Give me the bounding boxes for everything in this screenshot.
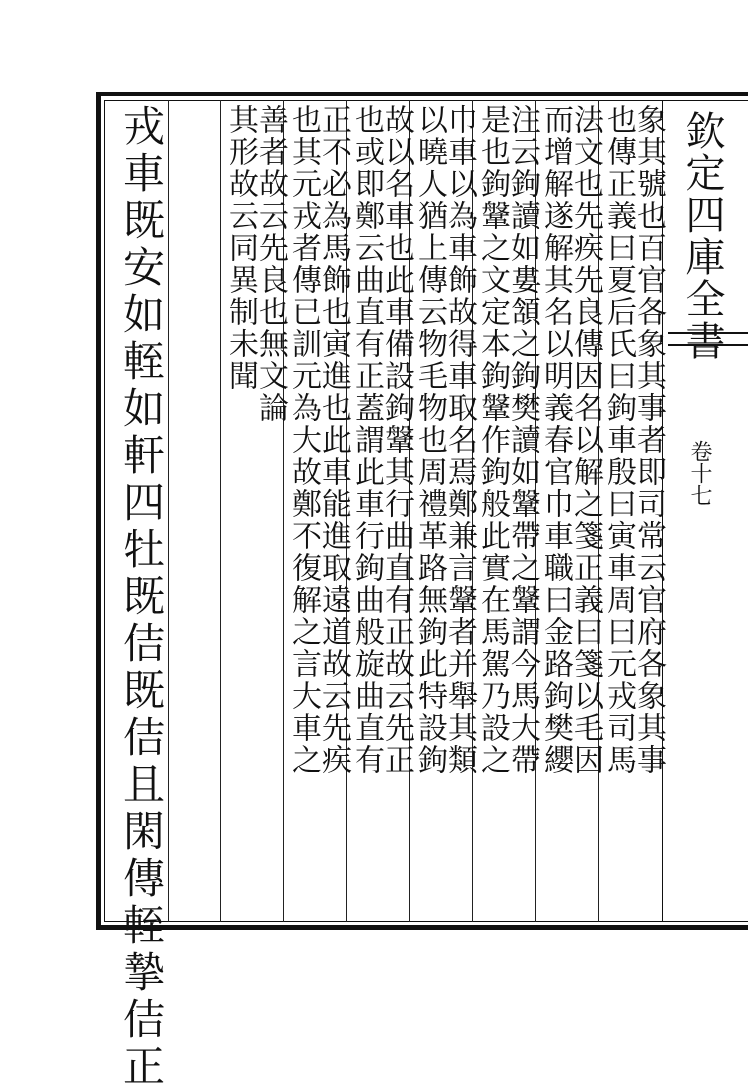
commentary-column: 法文也先疾先良傳因名以解之箋正義曰箋以毛因: [568, 104, 603, 776]
commentary-column: 正不必為馬飾也寅進也此車能進取遠道故云先疾: [316, 104, 351, 776]
main-text-column: 戎車既安如輊如軒四牡既佶既佶且閑傳輊摯佶正: [117, 104, 166, 1091]
commentary-column: 善者故云先良也無文論: [253, 104, 288, 424]
fold-title: 欽定四庫全書: [679, 110, 725, 362]
column-rule: [220, 100, 221, 922]
commentary-column: 以曉人猶上傳云物毛物也周禮革路無鉤此特設鉤: [412, 104, 447, 776]
commentary-column: 也其元戎者傳已訓元為大故鄭不復解之言大車之: [286, 104, 321, 776]
commentary-column: 其形故云同異制未聞: [223, 104, 258, 392]
commentary-column: 也傳正義曰夏后氏曰鉤車殷曰寅車周曰元戎司馬: [601, 104, 636, 776]
commentary-column: 象其號也百官各象其事者即司常云官府各象其事: [631, 104, 666, 776]
commentary-column: 巾車以為車飾故得車取名焉鄭兼言鞶者并舉其類: [442, 104, 477, 776]
fold-volume-number: 卷十七: [687, 440, 712, 506]
commentary-column: 注云鉤讀如婁頷之鉤樊讀如鞶帶之鞶謂今馬大帶: [505, 104, 540, 776]
commentary-column: 故以名車也此車備設鉤鞶其行曲直有正故云先正: [379, 104, 414, 776]
commentary-column: 而增解遂解其名以明義春官巾車職曰金路鉤樊纓: [538, 104, 573, 776]
commentary-column: 也或即鄭云曲直有正蓋謂此車行鉤曲般旋曲直有: [349, 104, 384, 776]
fold-fishtail-mark: [668, 332, 748, 346]
commentary-column: 是也鉤鞶之文定本鉤鞶作鉤般此實在馬駕乃設之: [475, 104, 510, 776]
column-rule: [168, 100, 169, 922]
